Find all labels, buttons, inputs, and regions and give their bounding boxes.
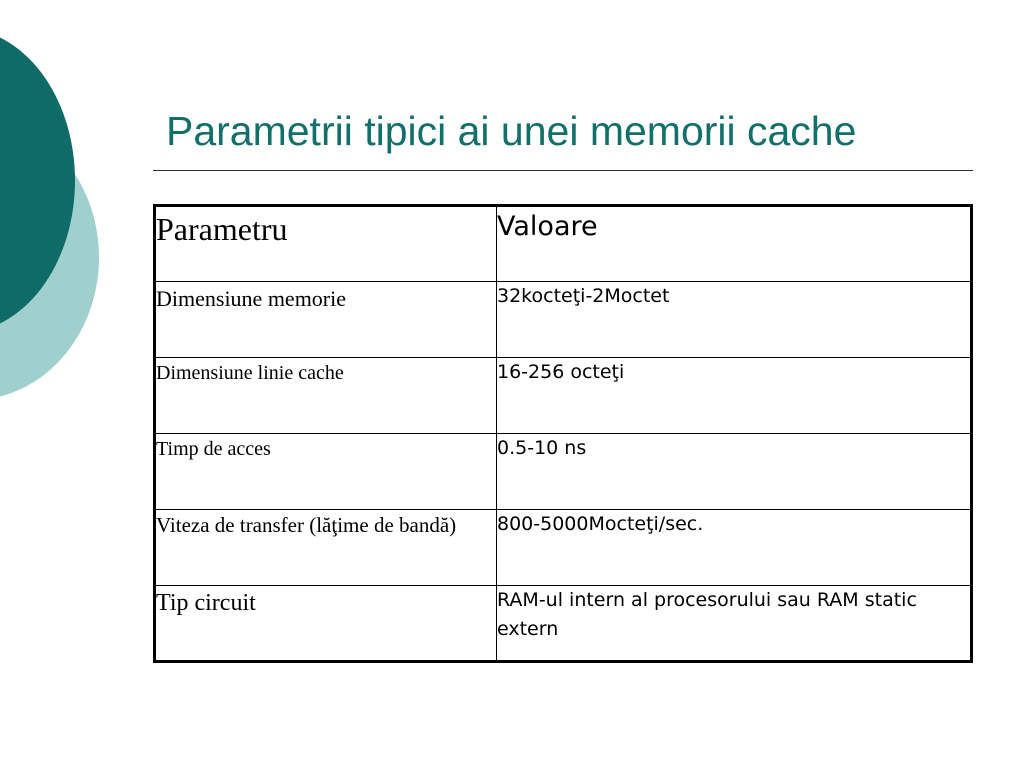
- table-row: [155, 510, 972, 586]
- table-row: [155, 282, 972, 358]
- header-value: Valoare: [497, 206, 972, 282]
- table-header-row: [155, 206, 972, 282]
- value-cell: RAM-ul intern al procesorului sau RAM static extern: [497, 586, 972, 662]
- table-row: [155, 586, 972, 662]
- table-row: [155, 434, 972, 510]
- parameter-cell: Viteza de transfer (lăţime de bandă): [155, 510, 497, 586]
- parameter-cell: Dimensiune linie cache: [155, 358, 497, 434]
- parameter-cell: Tip circuit: [155, 586, 497, 662]
- parameter-cell: Dimensiune memorie: [155, 282, 497, 358]
- table-row: [155, 358, 972, 434]
- value-cell: 0.5-10 ns: [497, 434, 972, 510]
- parameter-cell: Timp de acces: [155, 434, 497, 510]
- slide-title: Parametrii tipici ai unei memorii cache: [166, 108, 857, 154]
- header-parameter: Parametru: [155, 206, 497, 282]
- value-cell: 800-5000Mocteţi/sec.: [497, 510, 972, 586]
- title-divider: [153, 170, 973, 171]
- value-cell: 32kocteţi-2Moctet: [497, 282, 972, 358]
- parameters-table: [153, 204, 973, 663]
- value-cell: 16-256 octeţi: [497, 358, 972, 434]
